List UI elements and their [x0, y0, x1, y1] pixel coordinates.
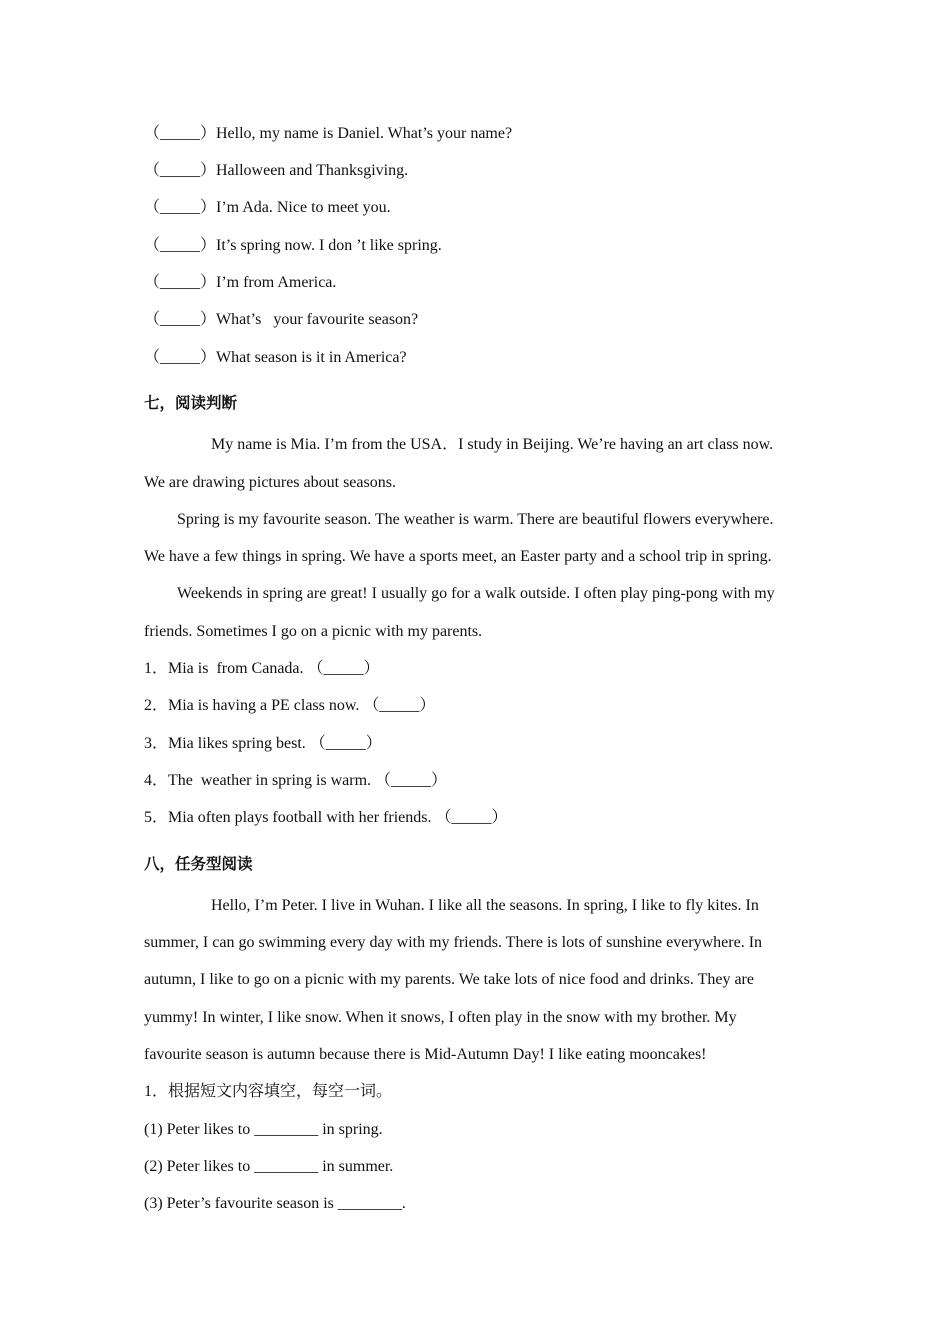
passage-line: We are drawing pictures about seasons.	[144, 474, 396, 491]
dialogue-item	[144, 124, 512, 144]
answer-blank[interactable]: （_____）	[144, 125, 217, 142]
dialogue-text: Halloween and Thanksgiving.	[216, 162, 409, 179]
answer-blank[interactable]: （_____）	[144, 162, 217, 179]
task-instruction: 1．根据短文内容填空，每空一词。	[144, 1083, 393, 1100]
answer-blank[interactable]: （_____）	[144, 274, 217, 291]
question-item: 4．The weather in spring is warm. （_____）	[144, 772, 448, 789]
fill-item: (3) Peter’s favourite season is ________.	[144, 1195, 406, 1212]
answer-blank[interactable]: （_____）	[144, 349, 217, 366]
dialogue-text: I’m Ada. Nice to meet you.	[216, 199, 391, 216]
dialogue-item	[144, 348, 407, 368]
passage-line: My name is Mia. I’m from the USA．I study in Beijing. We’re having an art class now.	[211, 436, 774, 453]
dialogue-item	[144, 198, 391, 218]
dialogue-text: What’s your favourite season?	[216, 311, 419, 328]
dialogue-text: Hello, my name is Daniel. What’s your name?	[216, 125, 513, 142]
passage-line: yummy! In winter, I like snow. When it snows, I often play in the snow with my brother. My	[144, 1009, 737, 1026]
dialogue-item	[144, 236, 442, 256]
answer-blank[interactable]: （_____）	[144, 237, 217, 254]
question-item: 3．Mia likes spring best. （_____）	[144, 735, 382, 752]
passage-line: Spring is my favourite season. The weather is warm. There are beautiful flowers everywhere.	[177, 511, 774, 528]
dialogue-text: It’s spring now. I don ’t like spring.	[216, 237, 442, 254]
section-heading: 八，任务型阅读	[144, 855, 253, 873]
fill-item: (1) Peter likes to ________ in spring.	[144, 1121, 383, 1138]
passage-line: summer, I can go swimming every day with my friends. There is lots of sunshine everywhere. In	[144, 934, 763, 951]
answer-blank[interactable]: （_____）	[144, 199, 217, 216]
passage-line: autumn, I like to go on a picnic with my parents. We take lots of nice food and drinks. They are	[144, 971, 754, 988]
question-item: 5．Mia often plays football with her friends. （_____）	[144, 809, 508, 826]
dialogue-text: What season is it in America?	[216, 349, 407, 366]
passage-line: Hello, I’m Peter. I live in Wuhan. I like all the seasons. In spring, I like to fly kites. In	[211, 897, 759, 914]
dialogue-text: I’m from America.	[216, 274, 337, 291]
passage-line: favourite season is autumn because there is Mid-Autumn Day! I like eating mooncakes!	[144, 1046, 707, 1063]
dialogue-item	[144, 273, 336, 293]
dialogue-item	[144, 161, 408, 181]
passage-line: friends. Sometimes I go on a picnic with my parents.	[144, 623, 483, 640]
question-item: 2．Mia is having a PE class now. （_____）	[144, 697, 436, 714]
dialogue-item	[144, 310, 418, 330]
passage-line: We have a few things in spring. We have a sports meet, an Easter party and a school trip in spring.	[144, 548, 772, 565]
passage-line: Weekends in spring are great! I usually go for a walk outside. I often play ping-pong with my	[177, 585, 775, 602]
fill-item: (2) Peter likes to ________ in summer.	[144, 1158, 394, 1175]
question-item: 1．Mia is from Canada. （_____）	[144, 660, 380, 677]
answer-blank[interactable]: （_____）	[144, 311, 217, 328]
section-heading: 七，阅读判断	[144, 394, 238, 412]
